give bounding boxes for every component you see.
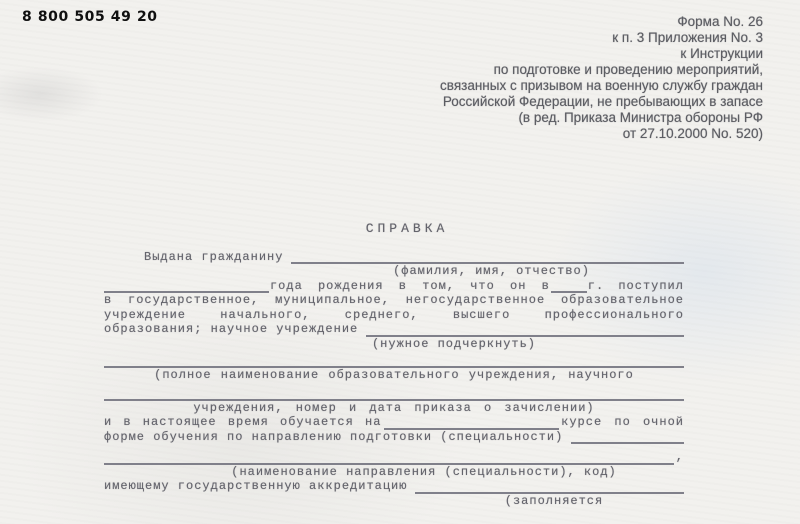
birth-end-text: г. поступил [587,278,684,293]
birth-year-row [104,279,684,294]
accreditation-text: имеющему государственную аккредитацию [104,479,408,493]
form-header-line-conscription: связанных с призывом на военную службу граждан [440,78,763,93]
issued-to-row [104,250,684,265]
form-header-block [440,14,763,142]
institution-type-text-2: учреждение начального, среднего, высшего профессионального [104,307,684,322]
certificate-body [104,222,684,508]
form-header-line-edition: (в ред. Приказа Министра обороны РФ [518,110,763,125]
institution-type-line-1 [104,293,684,308]
institution-name-caption-2: учреждения, номер и дата приказа о зачислении) [193,400,595,415]
certificate-title: СПРАВКА [365,221,449,236]
filled-by-caption: (заполняется [504,493,604,508]
fio-caption-row [104,264,684,279]
speciality-blank-line-start [571,442,684,444]
institution-name-caption-1: (полное наименование образовательного учреждения, научного [154,368,634,382]
birth-mid-text: года рождения в том, что он в [269,278,550,293]
accreditation-row [104,479,684,494]
caption-spacer [104,264,279,279]
form-header-line-preparation: по подготовке и проведению мероприятий, [493,62,763,77]
form-header-line-federation: Российской Федерации, не пребывающих в запасе [442,94,763,109]
course-row [104,415,684,430]
form-header-line-form-number: Форма No. 26 [677,14,763,29]
form-header-line-instruction: к Инструкции [680,46,763,61]
form-header-line-appendix: к п. 3 Приложения No. 3 [612,30,763,45]
institution-type-text-1: в государственное, муниципальное, негосударственное образовательное [104,293,684,307]
fio-caption: (фамилия, имя, отчество) [393,264,590,278]
form-header-line-order-date: от 27.10.2000 No. 520) [622,126,763,141]
study-form-text: форме обучения по направлению подготовки (специальности) [104,429,564,444]
speciality-caption: (наименование направления (специальности), код) [231,464,617,479]
speciality-blank-row [104,450,684,465]
study-form-row [104,430,684,445]
phone-number-watermark: 8 800 505 49 20 [22,9,158,25]
institution-type-line-3 [104,322,684,337]
institution-type-text-3: образования; научное учреждение [104,322,359,336]
underline-instruction-caption: (нужное подчеркнуть) [371,336,537,351]
study-text-end: курсе по очной [561,415,684,429]
issued-to-label: Выдана гражданину [144,249,284,264]
study-text-start: и в настоящее время обучается на [104,415,382,429]
trailing-comma: , [675,450,684,464]
institution-type-line-2 [104,308,684,323]
